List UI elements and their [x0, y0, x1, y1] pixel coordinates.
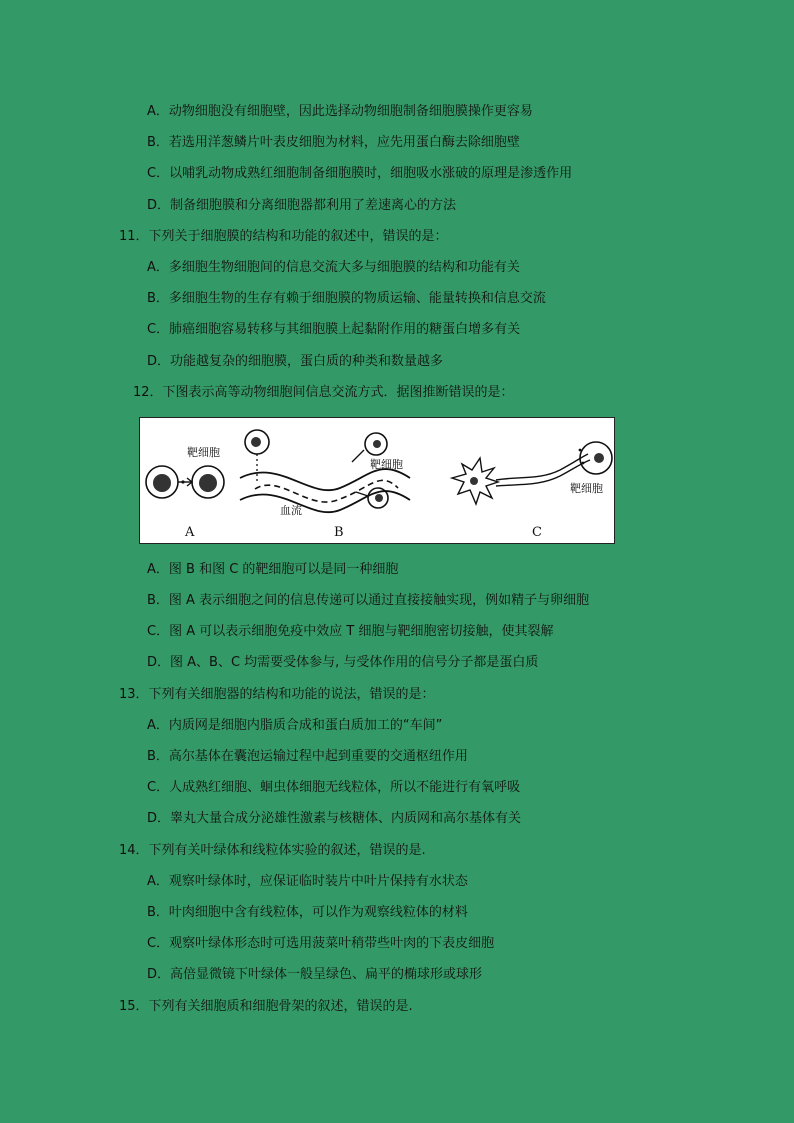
- option-11c: C．肺癌细胞容易转移与其细胞膜上起黏附作用的糖蛋白增多有关: [147, 322, 521, 337]
- blood-flow-label: 血流: [280, 504, 302, 517]
- option-12d: D．图 A、B、C 均需要受体参与, 与受体作用的信号分子都是蛋白质: [147, 655, 539, 670]
- panel-a-drawing: [146, 445, 224, 540]
- target-cell-label-a: 靶细胞: [187, 446, 220, 459]
- option-13a: A．内质网是细胞内脂质合成和蛋白质加工的“车间”: [147, 718, 443, 733]
- panel-b-drawing: [240, 430, 410, 540]
- option-10a: A．动物细胞没有细胞壁，因此选择动物细胞制备细胞膜操作更容易: [147, 104, 533, 119]
- panel-c-drawing: [452, 442, 612, 540]
- question-14: 14．下列有关叶绿体和线粒体实验的叙述，错误的是.: [119, 843, 426, 858]
- option-11d: D．功能越复杂的细胞膜，蛋白质的种类和数量越多: [147, 354, 444, 369]
- option-14b: B．叶肉细胞中含有线粒体，可以作为观察线粒体的材料: [147, 905, 468, 920]
- option-11a: A．多细胞生物细胞间的信息交流大多与细胞膜的结构和功能有关: [147, 260, 520, 275]
- question-11: 11．下列关于细胞膜的结构和功能的叙述中，错误的是：: [119, 229, 448, 244]
- target-cell-label-c: 靶细胞: [570, 482, 603, 495]
- option-10c: C．以哺乳动物成熟红细胞制备细胞膜时，细胞吸水涨破的原理是渗透作用: [147, 166, 573, 181]
- option-14d: D．高倍显微镜下叶绿体一般呈绿色、扁平的椭球形或球形: [147, 967, 483, 982]
- option-14c: C．观察叶绿体形态时可选用菠菜叶稍带些叶肉的下表皮细胞: [147, 936, 495, 951]
- panel-label-c: C: [532, 525, 542, 540]
- question-12: 12．下图表示高等动物细胞间信息交流方式．据图推断错误的是：: [133, 385, 514, 400]
- option-14a: A．观察叶绿体时，应保证临时装片中叶片保持有水状态: [147, 874, 468, 889]
- option-10d: D．制备细胞膜和分离细胞器都利用了差速离心的方法: [147, 198, 457, 213]
- target-cell-label-b: 靶细胞: [370, 458, 403, 471]
- cell-communication-figure: [139, 417, 615, 544]
- option-12c: C．图 A 可以表示细胞免疫中效应 T 细胞与靶细胞密切接触，使其裂解: [147, 624, 554, 639]
- option-12b: B．图 A 表示细胞之间的信息传递可以通过直接接触实现，例如精子与卵细胞: [147, 593, 590, 608]
- option-10b: B．若选用洋葱鳞片叶表皮细胞为材料，应先用蛋白酶去除细胞壁: [147, 135, 520, 150]
- option-12a: A．图 B 和图 C 的靶细胞可以是同一种细胞: [147, 562, 399, 577]
- option-13d: D．睾丸大量合成分泌雄性激素与核糖体、内质网和高尔基体有关: [147, 811, 522, 826]
- option-11b: B．多细胞生物的生存有赖于细胞膜的物质运输、能量转换和信息交流: [147, 291, 546, 306]
- option-13b: B．高尔基体在囊泡运输过程中起到重要的交通枢纽作用: [147, 749, 468, 764]
- figure-drawing: [140, 418, 614, 543]
- question-15: 15．下列有关细胞质和细胞骨架的叙述，错误的是.: [119, 999, 413, 1014]
- panel-label-b: B: [334, 525, 344, 540]
- option-13c: C．人成熟红细胞、蛔虫体细胞无线粒体，所以不能进行有氧呼吸: [147, 780, 521, 795]
- question-13: 13．下列有关细胞器的结构和功能的说法，错误的是：: [119, 687, 435, 702]
- panel-label-a: A: [185, 525, 195, 540]
